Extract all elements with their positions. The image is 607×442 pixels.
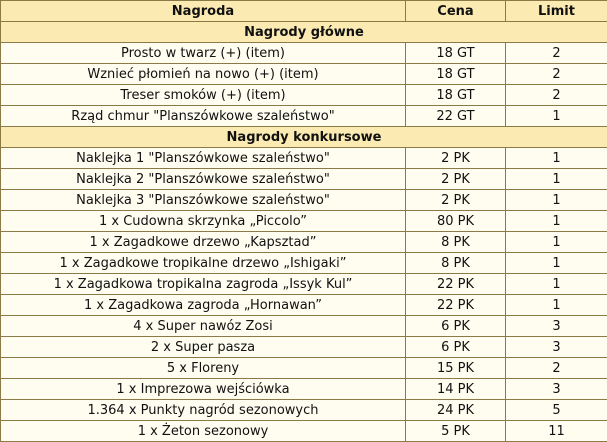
table-row: [1, 400, 607, 421]
table-row: [1, 358, 607, 379]
cell-limit: 3: [506, 337, 607, 358]
cell-name: 1 x Cudowna skrzynka „Piccolo”: [1, 211, 406, 232]
cell-limit: 1: [506, 190, 607, 211]
table-row: [1, 85, 607, 106]
section-header-row: [1, 22, 607, 43]
cell-price: 6 PK: [406, 316, 506, 337]
column-header-price: Cena: [406, 1, 506, 22]
table-row: [1, 337, 607, 358]
table-row: [1, 148, 607, 169]
cell-price: 14 PK: [406, 379, 506, 400]
cell-limit: 3: [506, 316, 607, 337]
cell-name: 1 x Zagadkowa zagroda „Hornawan”: [1, 295, 406, 316]
cell-price: 8 PK: [406, 232, 506, 253]
cell-limit: 1: [506, 169, 607, 190]
section-title: Nagrody główne: [1, 22, 607, 43]
cell-name: 1 x Imprezowa wejściówka: [1, 379, 406, 400]
cell-price: 22 PK: [406, 274, 506, 295]
cell-limit: 1: [506, 211, 607, 232]
cell-limit: 1: [506, 232, 607, 253]
cell-price: 8 PK: [406, 253, 506, 274]
cell-limit: 2: [506, 85, 607, 106]
table-row: [1, 421, 607, 442]
cell-price: 24 PK: [406, 400, 506, 421]
cell-name: 2 x Super pasza: [1, 337, 406, 358]
cell-price: 6 PK: [406, 337, 506, 358]
cell-name: 1 x Zagadkowe tropikalne drzewo „Ishigaki”: [1, 253, 406, 274]
cell-limit: 3: [506, 379, 607, 400]
cell-limit: 11: [506, 421, 607, 442]
table-header-row: [1, 1, 607, 22]
cell-limit: 5: [506, 400, 607, 421]
table-row: [1, 379, 607, 400]
table-row: [1, 106, 607, 127]
cell-name: Treser smoków (+) (item): [1, 85, 406, 106]
table-row: [1, 64, 607, 85]
cell-price: 2 PK: [406, 169, 506, 190]
cell-price: 22 PK: [406, 295, 506, 316]
section-title: Nagrody konkursowe: [1, 127, 607, 148]
cell-name: 4 x Super nawóz Zosi: [1, 316, 406, 337]
cell-name: Naklejka 2 "Planszówkowe szaleństwo": [1, 169, 406, 190]
cell-limit: 1: [506, 295, 607, 316]
cell-price: 22 GT: [406, 106, 506, 127]
table-row: [1, 232, 607, 253]
cell-limit: 2: [506, 43, 607, 64]
cell-price: 18 GT: [406, 64, 506, 85]
cell-limit: 1: [506, 148, 607, 169]
cell-limit: 2: [506, 64, 607, 85]
cell-price: 2 PK: [406, 190, 506, 211]
cell-limit: 1: [506, 253, 607, 274]
cell-price: 18 GT: [406, 43, 506, 64]
table-row: [1, 274, 607, 295]
cell-name: 5 x Floreny: [1, 358, 406, 379]
cell-price: 5 PK: [406, 421, 506, 442]
cell-name: Wznieć płomień na nowo (+) (item): [1, 64, 406, 85]
cell-name: Naklejka 3 "Planszówkowe szaleństwo": [1, 190, 406, 211]
cell-price: 2 PK: [406, 148, 506, 169]
column-header-name: Nagroda: [1, 1, 406, 22]
cell-name: 1 x Żeton sezonowy: [1, 421, 406, 442]
table-row: [1, 253, 607, 274]
cell-limit: 1: [506, 106, 607, 127]
cell-price: 80 PK: [406, 211, 506, 232]
cell-name: 1 x Zagadkowa tropikalna zagroda „Issyk Kul”: [1, 274, 406, 295]
table-row: [1, 316, 607, 337]
cell-name: 1.364 x Punkty nagród sezonowych: [1, 400, 406, 421]
cell-price: 18 GT: [406, 85, 506, 106]
column-header-limit: Limit: [506, 1, 607, 22]
section-header-row: [1, 127, 607, 148]
table-row: [1, 169, 607, 190]
rewards-table-body: [1, 22, 607, 442]
table-row: [1, 190, 607, 211]
cell-limit: 1: [506, 274, 607, 295]
cell-limit: 2: [506, 358, 607, 379]
cell-name: Rząd chmur "Planszówkowe szaleństwo": [1, 106, 406, 127]
cell-name: 1 x Zagadkowe drzewo „Kapsztad”: [1, 232, 406, 253]
table-row: [1, 43, 607, 64]
table-row: [1, 295, 607, 316]
cell-name: Naklejka 1 "Planszówkowe szaleństwo": [1, 148, 406, 169]
cell-name: Prosto w twarz (+) (item): [1, 43, 406, 64]
table-row: [1, 211, 607, 232]
cell-price: 15 PK: [406, 358, 506, 379]
